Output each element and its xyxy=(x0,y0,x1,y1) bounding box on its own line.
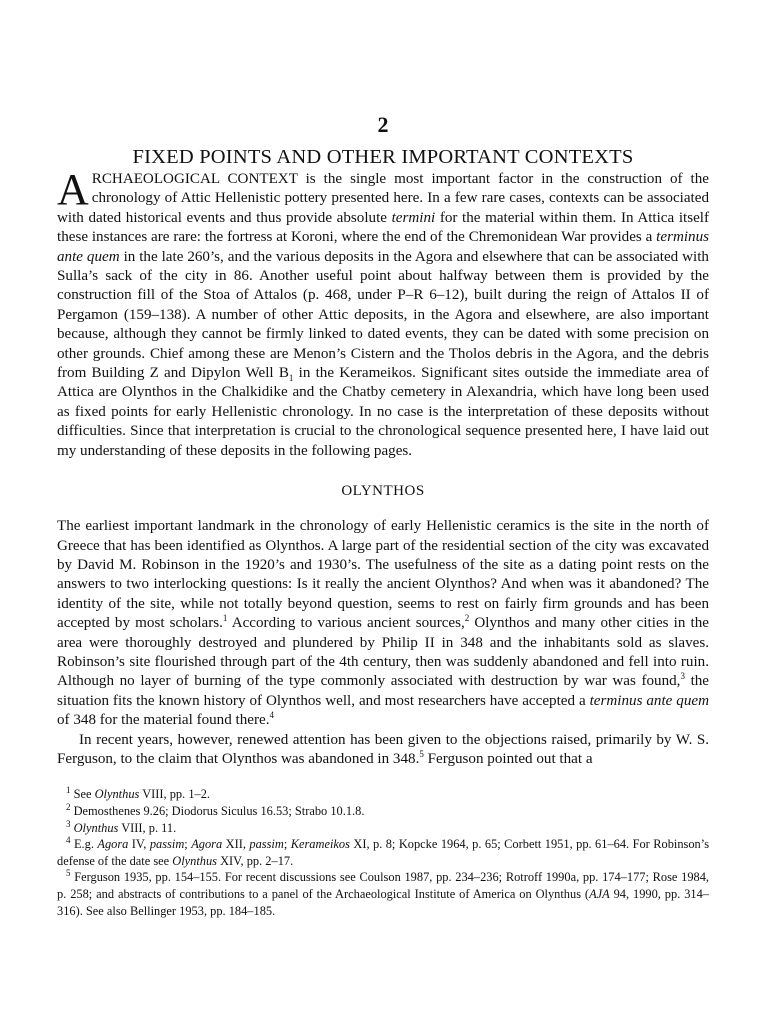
section-heading: OLYNTHOS xyxy=(341,483,425,500)
footnote-ref[interactable]: 4 xyxy=(269,710,274,721)
text-run: Demosthenes 9.26; Diodorus Siculus 16.53; Strabo 10.1.8. xyxy=(70,803,365,818)
italic-title: Olynthus xyxy=(94,787,140,802)
footnote-number: 5 xyxy=(66,868,71,879)
text-run: RCHAEOLOGICAL CONTEXT is the single most important factor in the construction of the chronology of Attic Hellenistic pottery presented here. In a few rare cases, contexts can be associated with dated historical events and thus provide absolute xyxy=(57,171,709,226)
body-paragraph xyxy=(57,517,709,730)
footnote-3 xyxy=(57,820,709,837)
italic-term: passim xyxy=(149,837,185,852)
text-run: for the material within them. In Attica itself these instances are rare: the fortress at Koroni, where the end of the Chremonidean War provides a xyxy=(57,209,709,246)
footnote-number: 3 xyxy=(66,818,71,829)
text-run: XI, p. 8; Kopcke 1964, p. 65; Corbett 1951, pp. 61–64. For Robinson’s defense of the date see xyxy=(57,837,710,868)
chapter-title: FIXED POINTS AND OTHER IMPORTANT CONTEXTS xyxy=(132,146,634,168)
text-run: XIV, pp. 2–17. xyxy=(217,853,294,868)
text-run: According to various ancient sources, xyxy=(227,615,465,632)
italic-title: AJA xyxy=(589,886,610,901)
text-run: the situation fits the known history of Olynthos well, and most researchers have accepted a xyxy=(57,673,710,709)
text-run: IV, xyxy=(128,837,150,852)
italic-title: Agora xyxy=(97,837,129,852)
chapter-number: 2 xyxy=(377,112,389,137)
footnote-ref[interactable]: 1 xyxy=(222,613,228,624)
footnote-ref[interactable]: 5 xyxy=(419,748,424,759)
footnote-ref[interactable]: 2 xyxy=(464,613,470,624)
italic-term: terminus ante quem xyxy=(589,692,710,709)
text-run: in the late 260’s, and the various deposits in the Agora and elsewhere that can be associated with Sulla’s sack of the city in 86. Another useful point about halfway between them is provided by the construction fill of the Stoa of Attalos (p. 468, under P–R 6–12), built during the reign of Attalos II of Pergamon (159–138). A number of other Attic deposits, in the Agora and elsewhere, are also important because, although they cannot be firmly linked to dated events, they can be dated with some precision on other grounds. Chief among these are Menon’s Cistern and the Tholos debris in the Agora, and the debris from Building Z and Dipylon Well B xyxy=(57,248,709,382)
text-run: Ferguson pointed out that a xyxy=(423,750,593,767)
text-run: XII, xyxy=(222,837,250,852)
italic-term: passim xyxy=(249,837,284,852)
drop-cap: A xyxy=(57,165,89,214)
footnote-number: 1 xyxy=(66,785,71,796)
text-run: 94, 1990, pp. 314–316). See also Bellinger 1953, pp. 184–185. xyxy=(57,886,709,918)
text-run: VIII, pp. 1–2. xyxy=(139,787,211,802)
text-run: in the Kerameikos. Significant sites outside the immediate area of Attica are Olynthos in the Chalkidike and the Chatby cemetery in Alexandria, which have long been used as fixed points for early Hellenistic chronology. In no case is the interpretation of these deposits without difficulties. Since that interpretation is crucial to the chronological sequence presented here, I have laid out my understanding of these deposits in the following pages. xyxy=(57,365,709,459)
footnote-1 xyxy=(57,786,709,803)
italic-title: Kerameikos xyxy=(290,837,350,852)
text-run: Ferguson 1935, pp. 154–155. For recent discussions see Coulson 1987, pp. 234–236; Rotroff 1990a, pp. 174–177; Rose 1984, p. 258; and abstracts of contributions to a panel of the Archaeological Institute of America on Olynthus ( xyxy=(57,870,709,901)
footnote-2 xyxy=(57,803,709,820)
text-run: In recent years, however, renewed attention has been given to the objections raised, primarily by W. S. Ferguson, to the claim that Olynthos was abandoned in 348. xyxy=(57,731,709,767)
italic-term: termini xyxy=(391,209,436,226)
italic-title: Olynthus xyxy=(73,820,119,835)
intro-paragraph xyxy=(57,165,709,461)
text-run: ; xyxy=(184,837,192,852)
text-run: of 348 for the material found there. xyxy=(57,712,270,729)
footnote-5 xyxy=(57,869,709,919)
body-text xyxy=(57,165,710,769)
text-run: The earliest important landmark in the chronology of early Hellenistic ceramics is the site in the north of Greece that has been identified as Olynthos. A large part of the residential section of the city was excavated by David M. Robinson in the 1920’s and 1930’s. The usefulness of the site as a dating point rests on the answers to two interlocking questions: Is it really the ancient Olynthos? And when was it abandoned? The identity of the site, while not totally beyond question, seems to rest on fairly firm grounds and has been accepted by most scholars. xyxy=(57,518,709,632)
footnote-number: 4 xyxy=(66,835,71,846)
text-run: VIII, p. 11. xyxy=(118,820,177,835)
italic-title: Agora xyxy=(191,837,223,852)
footnote-ref[interactable]: 3 xyxy=(680,671,685,682)
text-run: ; xyxy=(283,837,291,852)
text-run: E.g. xyxy=(70,837,98,852)
footnote-4 xyxy=(57,836,709,869)
footnote-number: 2 xyxy=(66,801,71,812)
italic-term: terminus ante quem xyxy=(57,229,709,265)
subscript: 1 xyxy=(288,373,294,384)
text-run: Olynthos and many other cities in the area were thoroughly destroyed and plundered by Philip II in 348 and the inhabitants sold as slaves. Robinson’s site flourished through part of the 4th century, then was suddenly abandoned and fell into ruin. Although no layer of burning of the type commonly associated with destruction by war was found, xyxy=(57,615,709,690)
page xyxy=(57,112,709,919)
text-run: See xyxy=(70,787,95,802)
italic-title: Olynthus xyxy=(172,853,217,868)
body-paragraph xyxy=(57,731,709,770)
footnotes xyxy=(57,786,709,919)
